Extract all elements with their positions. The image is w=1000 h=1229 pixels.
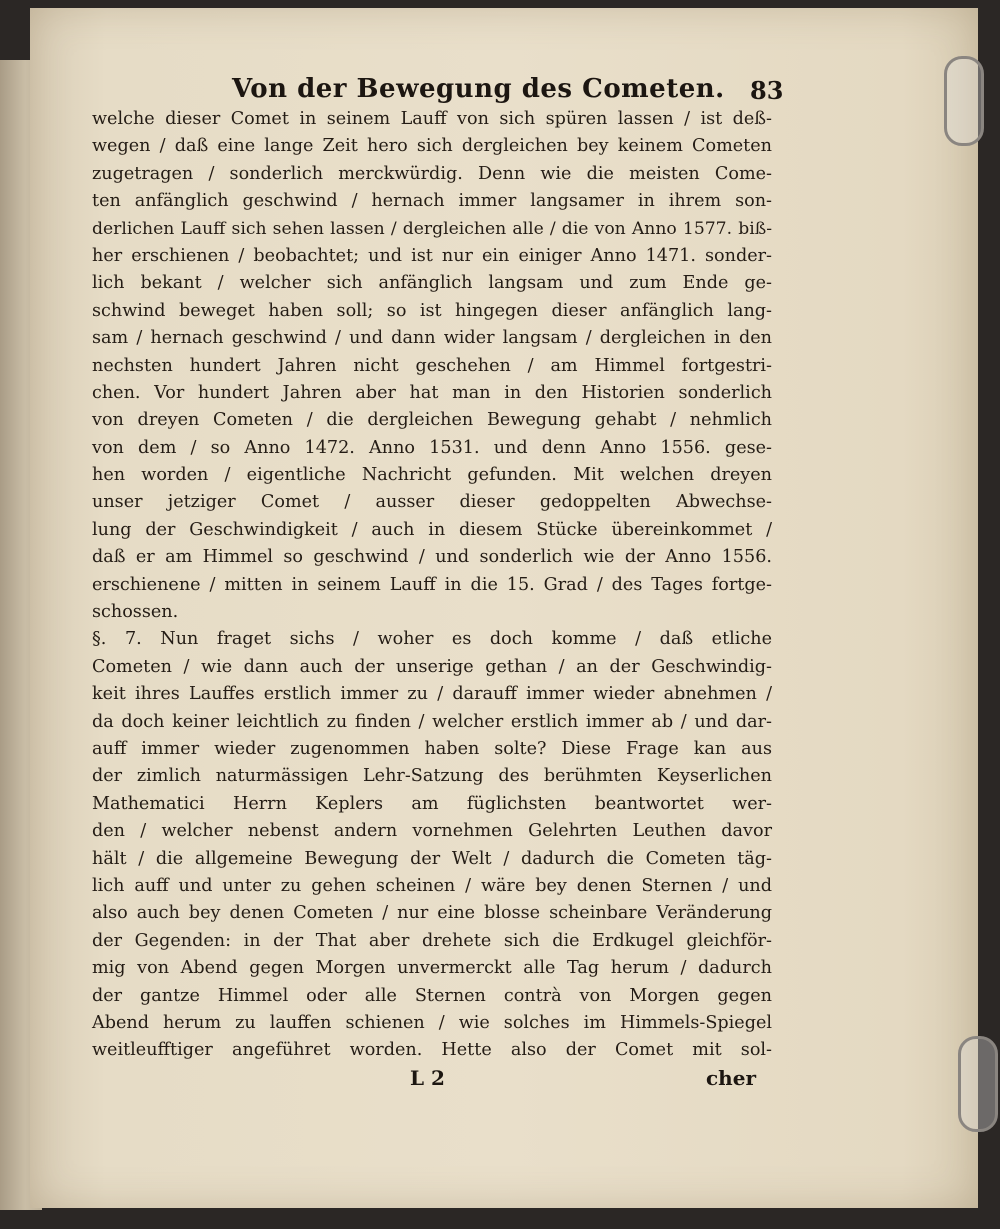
text-line: lich auff und unter zu gehen scheinen / wäre bey denen Sternen / und: [92, 875, 772, 896]
text-line: schwind beweget haben soll; so ist hingegen dieser anfänglich lang-: [92, 300, 772, 321]
text-line: der gantze Himmel oder alle Sternen contrà von Morgen gegen: [92, 985, 772, 1006]
text-line: chen. Vor hundert Jahren aber hat man in den Historien sonderlich: [92, 382, 772, 403]
page-header: [92, 68, 784, 108]
text-line: Cometen / wie dann auch der unserige gethan / an der Geschwindig-: [92, 656, 772, 677]
catchword: cher: [706, 1066, 756, 1090]
text-line: schossen.: [92, 602, 179, 623]
text-line: hält / die allgemeine Bewegung der Welt / dadurch die Cometen täg-: [92, 848, 772, 869]
text-line: den / welcher nebenst andern vornehmen Gelehrten Leuthen davor: [92, 821, 772, 842]
section-line: §. 7. Nun fraget sichs / woher es doch komme / daß etliche: [92, 629, 772, 650]
text-line: da doch keiner leichtlich zu finden / welcher erstlich immer ab / und dar-: [92, 711, 772, 732]
text-line: derlichen Lauff sich sehen lassen / dergleichen alle / die von Anno 1577. biß-: [92, 218, 772, 239]
text-line: her erschienen / beobachtet; und ist nur ein einiger Anno 1471. sonder-: [92, 245, 772, 266]
text-line: lung der Geschwindigkeit / auch in diesem Stücke übereinkommet /: [92, 519, 772, 540]
text-line: von dem / so Anno 1472. Anno 1531. und denn Anno 1556. gese-: [92, 437, 772, 458]
text-line: ten anfänglich geschwind / hernach immer langsamer in ihrem son-: [92, 191, 772, 212]
page-number: 83: [750, 76, 784, 105]
text-line: wegen / daß eine lange Zeit hero sich dergleichen bey keinem Cometen: [92, 136, 772, 157]
text-line: welche dieser Comet in seinem Lauff von sich spüren lassen / ist deß-: [92, 109, 772, 129]
text-line: erschienene / mitten in seinem Lauff in die 15. Grad / des Tages fortge-: [92, 574, 772, 595]
page-footer: [92, 1064, 772, 1094]
text-line: der Gegenden: in der That aber drehete sich die Erdkugel gleichför-: [92, 930, 772, 951]
text-line: unser jetziger Comet / ausser dieser gedoppelten Abwechse-: [92, 492, 772, 513]
text-line: nechsten hundert Jahren nicht geschehen / am Himmel fortgestri-: [92, 355, 772, 376]
text-line: der zimlich naturmässigen Lehr-Satzung des berühmten Keyserlichen: [92, 766, 772, 787]
running-head: Von der Bewegung des Cometen.: [232, 74, 725, 104]
text-line: keit ihres Lauffes erstlich immer zu / darauff immer wieder abnehmen /: [92, 684, 772, 705]
body-text: [92, 106, 772, 1065]
signature-mark: L 2: [410, 1066, 445, 1090]
text-line: Abend herum zu lauffen schienen / wie solches im Himmels-Spiegel: [92, 1012, 772, 1033]
text-line: auff immer wieder zugenommen haben solte? Diese Frage kan aus: [92, 738, 772, 759]
text-line: Mathematici Herrn Keplers am füglichsten beantwortet wer-: [92, 793, 772, 814]
text-line: daß er am Himmel so geschwind / und sonderlich wie der Anno 1556.: [92, 547, 772, 568]
text-line: hen worden / eigentliche Nachricht gefunden. Mit welchen dreyen: [92, 465, 772, 486]
text-line: sam / hernach geschwind / und dann wider langsam / dergleichen in den: [92, 328, 772, 349]
text-line: mig von Abend gegen Morgen unvermerckt alle Tag herum / dadurch: [92, 958, 772, 979]
text-line: lich bekant / welcher sich anfänglich langsam und zum Ende ge-: [92, 273, 772, 294]
text-line: zugetragen / sonderlich merckwürdig. Denn wie die meisten Come-: [92, 163, 772, 184]
page-clip-top: [944, 56, 984, 146]
page-clip-bottom: [958, 1036, 998, 1132]
text-line: weitleufftiger angeführet worden. Hette also der Comet mit sol-: [92, 1040, 772, 1061]
text-line: von dreyen Cometen / die dergleichen Bewegung gehabt / nehmlich: [92, 410, 772, 431]
text-line: also auch bey denen Cometen / nur eine blosse scheinbare Veränderung: [92, 903, 772, 924]
